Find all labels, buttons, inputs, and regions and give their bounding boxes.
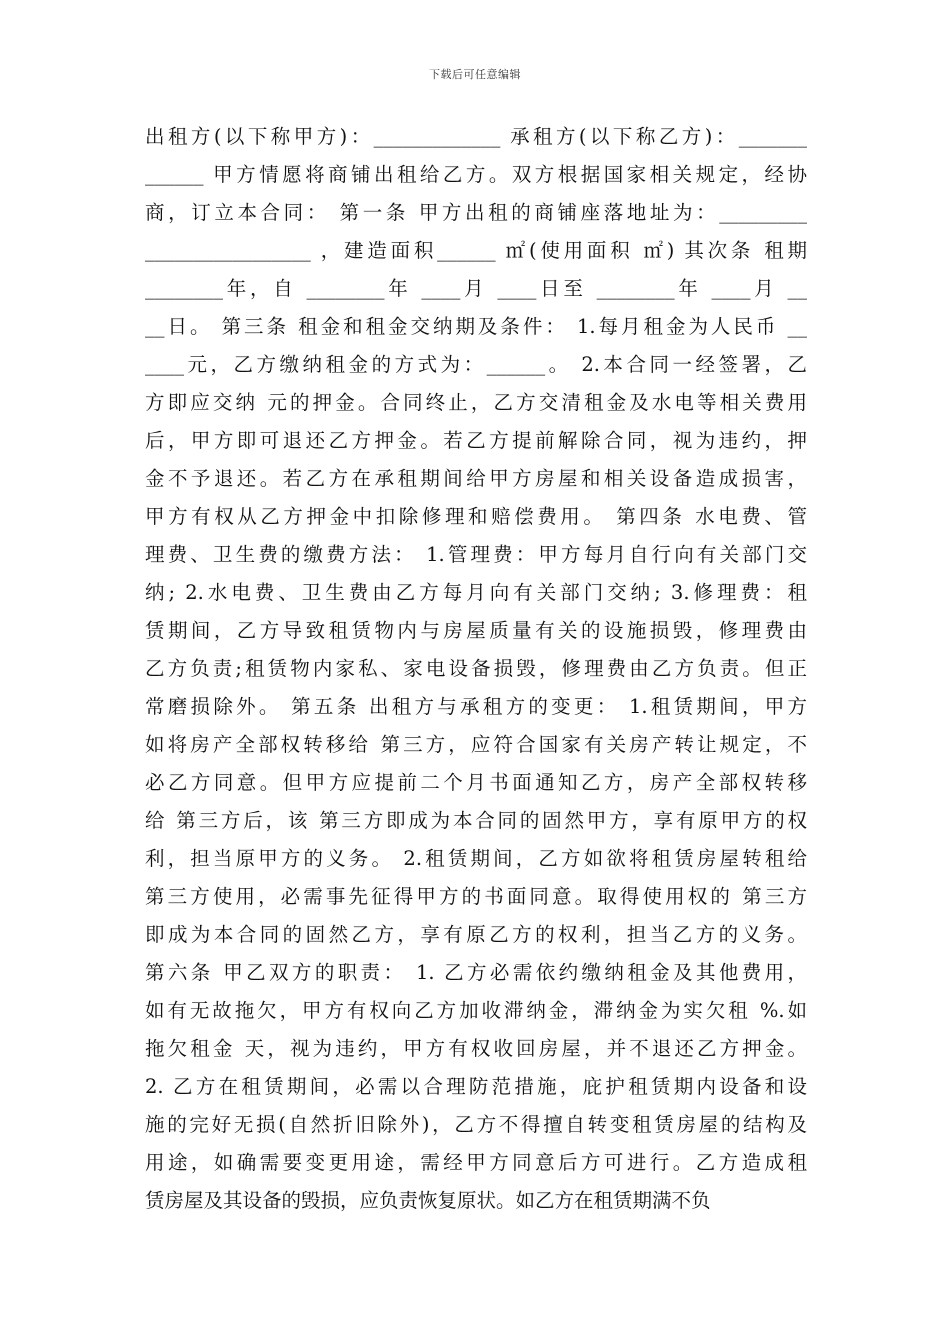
body-line: 金不予退还。若乙方在承租期间给甲方房屋和相关设备造成损害，: [145, 467, 807, 490]
body-line: 出租方(以下称甲方)：_____________ 承租方(以下称乙方)：_______: [145, 125, 807, 148]
header-note: 下载后可任意编辑: [429, 68, 521, 81]
body-line: 施的完好无损(自然折旧除外)，乙方不得擅自转变租赁房屋的结构及: [145, 1113, 807, 1136]
body-line: ______ 甲方情愿将商铺出租给乙方。双方根据国家相关规定，经协: [145, 163, 807, 186]
body-line: 方即应交纳 元的押金。合同终止，乙方交清租金及水电等相关费用: [145, 391, 807, 414]
body-line: 2. 乙方在租赁期间，必需以合理防范措施，庇护租赁期内设备和设: [145, 1075, 807, 1098]
body-line: 如将房产全部权转移给 第三方，应符合国家有关房产转让规定，不: [145, 733, 807, 756]
body-line: 赁房屋及其设备的毁损，应负责恢复原状。如乙方在租赁期满不负: [145, 1189, 711, 1212]
body-line: 如有无故拖欠，甲方有权向乙方加收滞纳金，滞纳金为实欠租 %.如: [145, 999, 807, 1022]
body-line: 理费、卫生费的缴费方法： 1.管理费：甲方每月自行向有关部门交: [145, 543, 807, 566]
body-line: 常磨损除外。 第五条 出租方与承租方的变更： 1.租赁期间，甲方: [145, 695, 807, 718]
body-line: 乙方负责;租赁物内家私、家电设备损毁，修理费由乙方负责。但正: [145, 657, 807, 680]
body-line: _________________ ，建造面积______ ㎡(使用面积 ㎡) 其次条 租期: [145, 239, 807, 262]
contract-body: [145, 118, 807, 1220]
body-line: ____元，乙方缴纳租金的方式为：______。 2.本合同一经签署，乙: [145, 353, 807, 376]
body-line: 拖欠租金 天，视为违约，甲方有权收回房屋，并不退还乙方押金。: [145, 1037, 807, 1060]
body-line: 赁期间，乙方导致租赁物内与房屋质量有关的设施损毁，修理费由: [145, 619, 807, 642]
body-line: 利，担当原甲方的义务。 2.租赁期间，乙方如欲将租赁房屋转租给: [145, 847, 807, 870]
body-line: 给 第三方后，该 第三方即成为本合同的固然甲方，享有原甲方的权: [145, 809, 807, 832]
body-line: 即成为本合同的固然乙方，享有原乙方的权利，担当乙方的义务。: [145, 923, 807, 946]
body-line: 商，订立本合同： 第一条 甲方出租的商铺座落地址为：_________: [145, 201, 807, 224]
body-line: __日。 第三条 租金和租金交纳期及条件： 1.每月租金为人民币 __: [145, 315, 807, 338]
body-line: 第三方使用，必需事先征得甲方的书面同意。取得使用权的 第三方: [145, 885, 807, 908]
body-line: 纳; 2.水电费、卫生费由乙方每月向有关部门交纳; 3.修理费：租: [145, 581, 807, 604]
body-line: 后，甲方即可退还乙方押金。若乙方提前解除合同，视为违约，押: [145, 429, 807, 452]
body-line: ________年，自 ________年 ____月 ____日至 ________年 ____月 __: [145, 277, 807, 300]
body-line: 甲方有权从乙方押金中扣除修理和赔偿费用。 第四条 水电费、管: [145, 505, 807, 528]
body-line: 用途，如确需要变更用途，需经甲方同意后方可进行。乙方造成租: [145, 1151, 807, 1174]
body-line: 第六条 甲乙双方的职责： 1. 乙方必需依约缴纳租金及其他费用，: [145, 961, 807, 984]
body-line: 必乙方同意。但甲方应提前二个月书面通知乙方，房产全部权转移: [145, 771, 807, 794]
